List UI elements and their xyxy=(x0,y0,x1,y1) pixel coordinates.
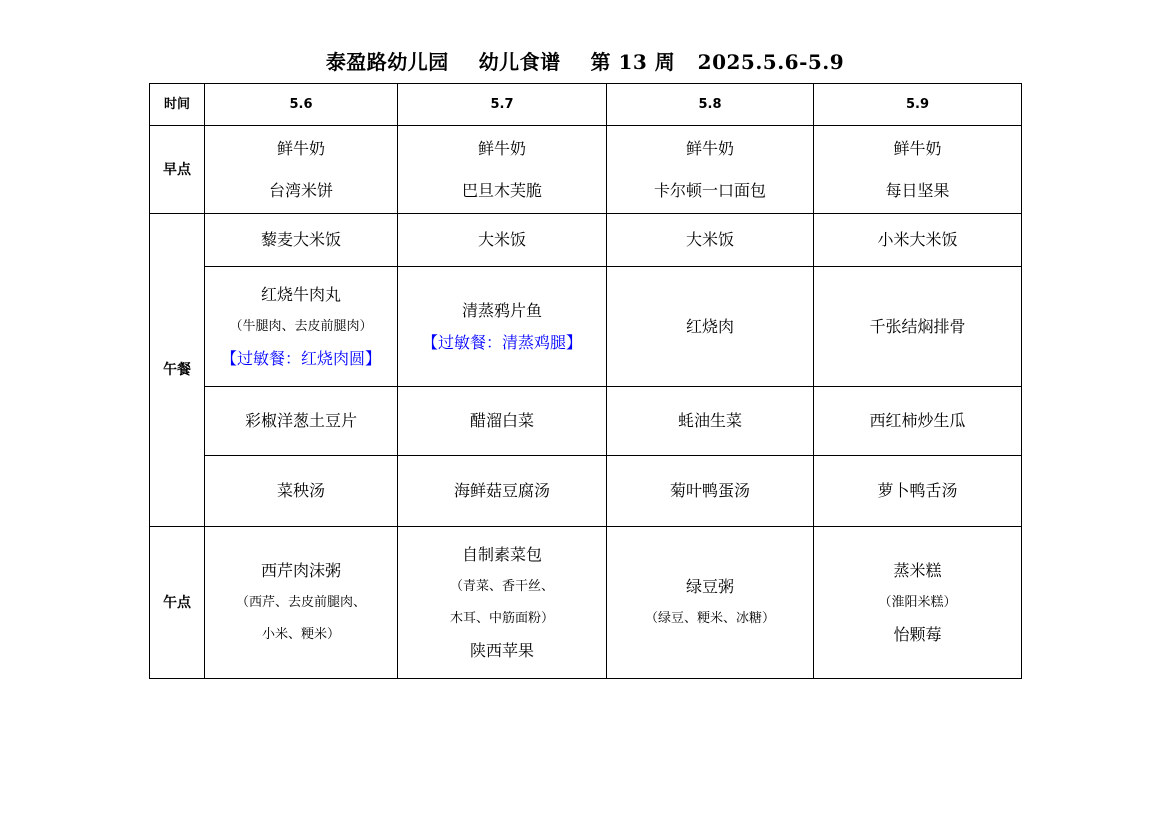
breakfast-cell-2 xyxy=(398,126,607,214)
lunch-staple-cell: 大米饭 xyxy=(607,214,814,267)
afternoon-cell-3 xyxy=(607,527,814,679)
lunch-soup-cell: 菜秧汤 xyxy=(205,456,398,527)
afternoon-cell-1 xyxy=(205,527,398,679)
lunch-soup-cell: 海鲜菇豆腐汤 xyxy=(398,456,607,527)
breakfast-cell-1 xyxy=(205,126,398,214)
lunch-main-row xyxy=(150,267,1022,387)
breakfast-row xyxy=(150,126,1022,214)
afternoon-row xyxy=(150,527,1022,679)
dish-name: 红烧肉 xyxy=(685,316,734,336)
dish-ingredients: （绿豆、粳米、冰糖） xyxy=(644,610,775,626)
row-label-breakfast: 早点 xyxy=(150,126,205,214)
lunch-side-row xyxy=(150,387,1022,456)
dish-ingredients: （西芹、去皮前腿肉、 xyxy=(235,594,366,610)
header-day-2: 5.7 xyxy=(398,84,607,126)
lunch-side-cell: 蚝油生菜 xyxy=(607,387,814,456)
breakfast-food: 每日坚果 xyxy=(885,180,950,200)
header-row xyxy=(150,84,1022,126)
breakfast-cell-3 xyxy=(607,126,814,214)
dish-name: 自制素菜包 xyxy=(461,544,542,564)
dish-ingredients: （青菜、香干丝、 xyxy=(449,578,554,594)
lunch-side-cell: 西红柿炒生瓜 xyxy=(814,387,1022,456)
breakfast-drink: 鲜牛奶 xyxy=(477,138,526,158)
dish-name: 清蒸鸦片鱼 xyxy=(461,300,542,320)
dish-ingredients: 小米、粳米） xyxy=(261,626,340,642)
lunch-staple-row xyxy=(150,214,1022,267)
row-label-afternoon: 午点 xyxy=(150,527,205,679)
lunch-main-cell-4 xyxy=(814,267,1022,387)
afternoon-cell-2 xyxy=(398,527,607,679)
lunch-main-cell-1 xyxy=(205,267,398,387)
dish-ingredients: （淮阳米糕） xyxy=(878,594,957,610)
lunch-staple-cell: 大米饭 xyxy=(398,214,607,267)
lunch-staple-cell: 小米大米饭 xyxy=(814,214,1022,267)
lunch-staple-cell: 藜麦大米饭 xyxy=(205,214,398,267)
header-time: 时间 xyxy=(150,84,205,126)
lunch-side-cell: 醋溜白菜 xyxy=(398,387,607,456)
dish-name: 西芹肉沫粥 xyxy=(260,560,341,580)
allergy-meal-note: 【过敏餐：清蒸鸡腿】 xyxy=(421,332,582,352)
fruit-name: 怡颗莓 xyxy=(893,624,942,644)
fruit-name: 陕西苹果 xyxy=(469,640,534,660)
breakfast-cell-4 xyxy=(814,126,1022,214)
dish-name: 千张结焖排骨 xyxy=(869,316,966,336)
row-label-lunch: 午餐 xyxy=(150,214,205,527)
lunch-main-cell-3 xyxy=(607,267,814,387)
afternoon-cell-4 xyxy=(814,527,1022,679)
breakfast-food: 台湾米饼 xyxy=(268,180,333,200)
lunch-side-cell: 彩椒洋葱土豆片 xyxy=(205,387,398,456)
lunch-main-cell-2 xyxy=(398,267,607,387)
dish-name: 红烧牛肉丸 xyxy=(260,284,341,304)
breakfast-drink: 鲜牛奶 xyxy=(893,138,942,158)
dish-name: 蒸米糕 xyxy=(893,560,942,580)
dish-name: 绿豆粥 xyxy=(685,576,734,596)
header-day-3: 5.8 xyxy=(607,84,814,126)
allergy-meal-note: 【过敏餐：红烧肉圆】 xyxy=(220,348,381,368)
breakfast-drink: 鲜牛奶 xyxy=(685,138,734,158)
header-day-1: 5.6 xyxy=(205,84,398,126)
breakfast-food: 巴旦木芙脆 xyxy=(461,180,542,200)
lunch-soup-cell: 菊叶鸭蛋汤 xyxy=(607,456,814,527)
lunch-soup-cell: 萝卜鸭舌汤 xyxy=(814,456,1022,527)
lunch-soup-row xyxy=(150,456,1022,527)
breakfast-drink: 鲜牛奶 xyxy=(276,138,325,158)
breakfast-food: 卡尔顿一口面包 xyxy=(653,180,766,200)
dish-ingredients: 木耳、中筋面粉） xyxy=(449,610,554,626)
page-title: 泰盈路幼儿园 幼儿食谱 第 13 周 2025.5.6-5.9 xyxy=(325,50,845,74)
header-day-4: 5.9 xyxy=(814,84,1022,126)
dish-ingredients: （牛腿肉、去皮前腿肉） xyxy=(229,318,373,334)
menu-table xyxy=(149,83,1022,679)
